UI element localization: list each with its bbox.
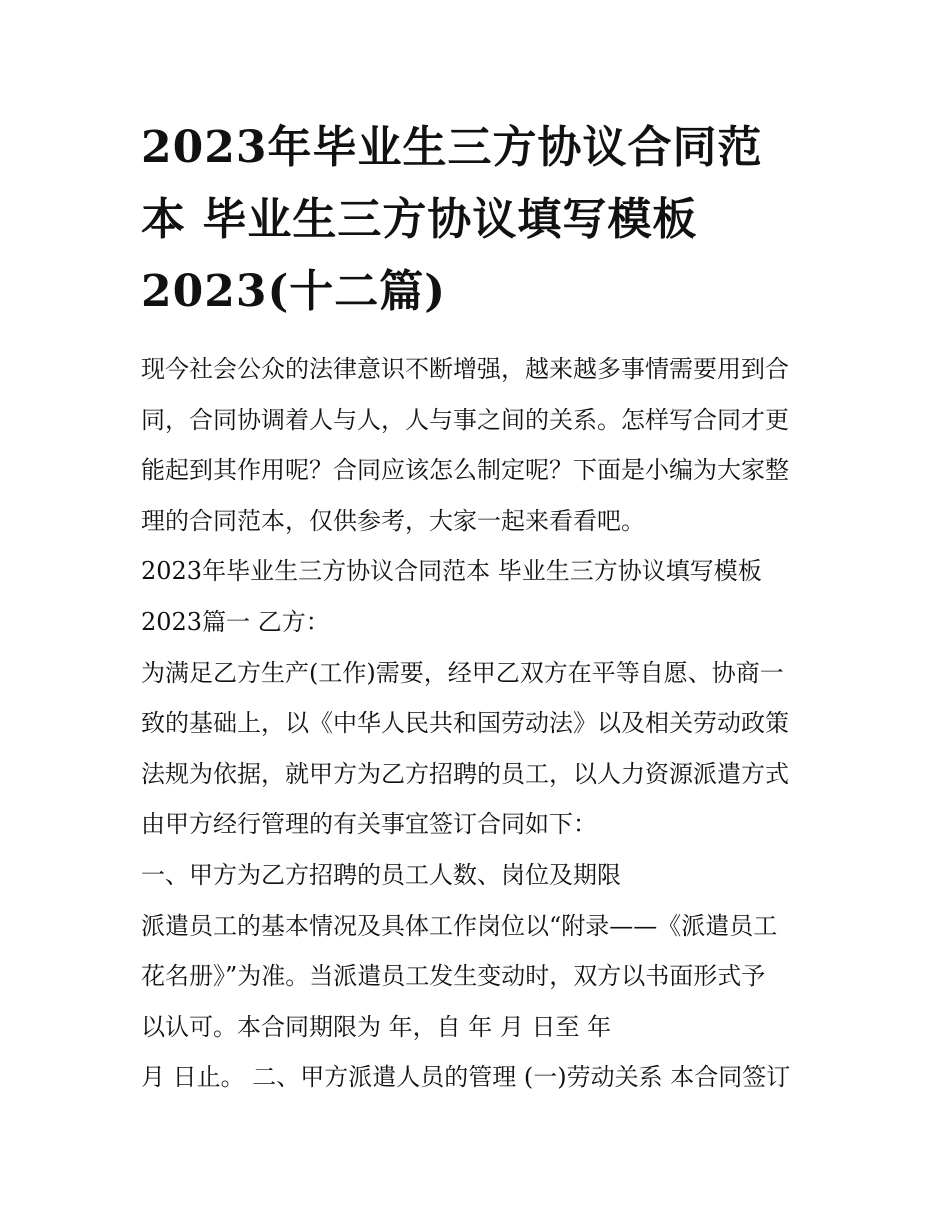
body-line: 法规为依据，就甲方为乙方招聘的员工，以人力资源派遣方式 [141,759,789,788]
body-line: 致的基础上，以《中华人民共和国劳动法》以及相关劳动政策 [141,709,789,738]
body-line: 由甲方经行管理的有关事宜签订合同如下： [141,810,597,839]
title-line: 本 毕业生三方协议填写模板 [141,194,698,245]
body-line: 2023年毕业生三方协议合同范本 毕业生三方协议填写模板 [141,557,762,586]
title-line: 2023(十二篇) [141,266,447,317]
body-line: 2023篇一 乙方： [141,607,330,636]
body-line: 现今社会公众的法律意识不断增强，越来越多事情需要用到合 [141,355,789,383]
body-line: 同，合同协调着人与人，人与事之间的关系。怎样写合同才更 [141,405,789,434]
body-line: 一、甲方为乙方招聘的员工人数、岗位及期限 [141,860,621,889]
document-title [141,112,821,328]
body-line: 理的合同范本，仅供参考，大家一起来看看吧。 [141,506,645,535]
body-line: 以认可。本合同期限为 年，自 年 月 日至 年 [141,1012,612,1041]
body-line: 花名册》”为准。当派遣员工发生变动时，双方以书面形式予 [141,962,766,991]
body-line: 月 日止。 二、甲方派遣人员的管理 (一)劳动关系 本合同签订 [141,1063,791,1092]
body-line: 能起到其作用呢？合同应该怎么制定呢？下面是小编为大家整 [141,456,789,485]
body-line: 为满足乙方生产(工作)需要，经甲乙双方在平等自愿、协商一 [141,658,784,687]
document-body [141,344,821,1103]
title-line: 2023年毕业生三方协议合同范 [141,122,763,173]
body-line: 派遣员工的基本情况及具体工作岗位以“附录——《派遣员工 [141,911,778,940]
document-page [141,112,821,1103]
